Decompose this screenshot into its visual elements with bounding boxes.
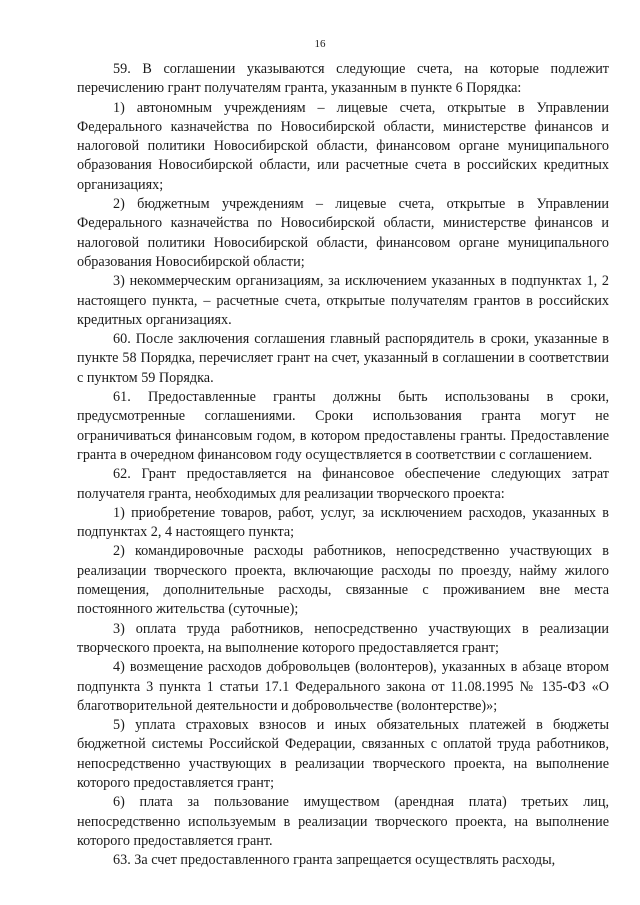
paragraph-62-item-4: 4) возмещение расходов добровольцев (волонтеров), указанных в абзаце втором подпункта 3 пункта 1 статьи 17.1 Федерального закона от 11.08.1995 № 135-ФЗ «О благотворительной деятельности и добровольчестве (волонтерстве)»; <box>77 659 609 714</box>
paragraph-63: 63. За счет предоставленного гранта запрещается осуществлять расходы, <box>113 852 556 869</box>
paragraph-60: 60. После заключения соглашения главный распорядитель в сроки, указанные в пункте 58 Порядка, перечисляет грант на счет, указанный в соглашении в соответствии с пунктом 59 Порядка. <box>77 331 609 386</box>
paragraph-61: 61. Предоставленные гранты должны быть использованы в сроки, предусмотренные соглашениями. Сроки использования гранта могут не ограничиваться финансовым годом, в котором предоставлены гранты. Предоставление гранта в очередном финансовом году осуществляется в соответствии с соглашением. <box>77 389 609 463</box>
paragraph-62-item-3: 3) оплата труда работников, непосредственно участвующих в реализации творческого проекта, на выполнение которого предоставляется грант; <box>77 620 609 656</box>
paragraph-62-item-6: 6) плата за пользование имуществом (арендная плата) третьих лиц, непосредственно используемым в реализации творческого проекта, на выполнение которого предоставляется грант. <box>77 794 609 849</box>
paragraph-62-item-5: 5) уплата страховых взносов и иных обязательных платежей в бюджеты бюджетной системы Российской Федерации, связанных с оплатой труда работников, непосредственно участвующих в реализации творческого проекта, на выполнение которого предоставляется грант; <box>77 717 609 791</box>
page-number: 16 <box>314 38 326 50</box>
paragraph-59-item-1: 1) автономным учреждениям – лицевые счета, открытые в Управлении Федерального казначейства по Новосибирской области, министерстве финансов и налоговой политики Новосибирской области, финансовом органе муниципального образования Новосибирской области, или расчетные счета в российских кредитных организациях; <box>77 99 609 193</box>
paragraph-59-item-2: 2) бюджетным учреждениям – лицевые счета, открытые в Управлении Федерального казначейства по Новосибирской области, министерстве финансов и налоговой политики Новосибирской области, финансовом органе муниципального образования Новосибирской области; <box>77 196 609 270</box>
paragraph-62-item-1: 1) приобретение товаров, работ, услуг, за исключением расходов, указанных в подпунктах 2, 4 настоящего пункта; <box>77 504 609 541</box>
paragraph-59-item-3: 3) некоммерческим организациям, за исключением указанных в подпунктах 1, 2 настоящего пункта, – расчетные счета, открытые получателям грантов в российских кредитных организациях. <box>77 273 609 328</box>
paragraph-62-item-2: 2) командировочные расходы работников, непосредственно участвующих в реализации творческого проекта, включающие расходы по проезду, найму жилого помещения, дополнительные расходы, связанные с проживанием вне места постоянного жительства (суточные); <box>77 543 609 618</box>
document-body <box>77 60 609 870</box>
paragraph-62: 62. Грант предоставляется на финансовое обеспечение следующих затрат получателя гранта, необходимых для реализации творческого проекта: <box>77 466 609 502</box>
paragraph-59: 59. В соглашении указываются следующие счета, на которые подлежит перечислению грант получателям гранта, указанным в пункте 6 Порядка: <box>77 61 609 97</box>
